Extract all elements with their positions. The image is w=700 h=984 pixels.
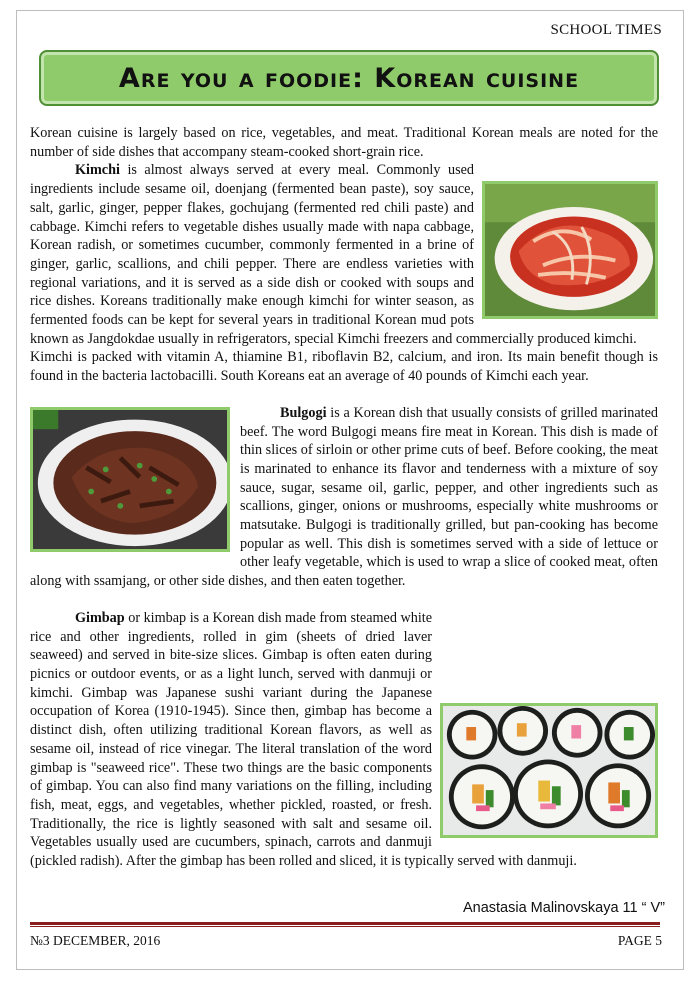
footer-rule — [30, 922, 660, 925]
publication-name: SCHOOL TIMES — [550, 22, 662, 38]
gimbap-term: Gimbap — [75, 609, 125, 626]
kimchi-image-icon — [485, 184, 655, 316]
bulgogi-term: Bulgogi — [280, 404, 327, 421]
issue-date: №3 DECEMBER, 2016 — [30, 933, 161, 948]
gimbap-paragraph — [30, 609, 658, 871]
kimchi-text: is almost always served at every meal. Commonly used ingredients include sesame oil, doenjang (fermented bean paste), soy sauce, salt, garlic, ginger, pepper flakes, gochujang (fermented red chili paste) and cabbage. Kimchi refers to vegetable dishes usually made with napa cabbage, Korean radish, or sometimes cucumber, commonly fermented in a brine of ginger, garlic, scallions, and chili pepper. There are endless varieties with regional variations, and it is served as a side dish or cooked with soups and rice dishes. Koreans traditionally make enough kimchi for winter season, as fermented foods can be kept for several years in traditional Korean mud pots known as Jangdokdae usually in refrigerators, special Kimchi freezers and commercially produced kimchi. — [30, 162, 637, 347]
gimbap-text: or kimbap is a Korean dish made from steamed white rice and other ingredients, rolled in gim (sheets of dried laver seaweed) and served in bite-size slices. Gimbap is often eaten during picnics or outdoor events, or as a light lunch, served with danmuji or kimchi. Gimbap was Japanese sushi variant during the Japanese occupation of Korea (1910-1945). Since then, gimbap has become a distinct dish, often utilizing traditional Korean flavors, as well as sesame oil, instead of rice vinegar. The literal translation of the word gimbap is "seaweed rice". These two things are the basic components of gimbap. You can also find many variations on the filling, including fish, meat, eggs, and vegetables, whether pickled, roasted, or fresh. Traditionally, the rice is lightly seasoned with salt and sesame oil. Vegetables usually used are cucumbers, spinach, carrots and danmuji (pickled radish). After the gimbap has been rolled and sliced, it is typically served with danmuji. — [30, 609, 577, 870]
article-body — [30, 124, 658, 871]
kimchi-term: Kimchi — [75, 162, 120, 179]
title-banner — [39, 50, 659, 106]
article-title: Are you a foodie: Korean cuisine — [118, 62, 580, 94]
kimchi-paragraph — [30, 161, 658, 348]
bulgogi-image-icon — [33, 410, 227, 549]
bulgogi-photo — [30, 407, 230, 552]
intro-paragraph: Korean cuisine is largely based on rice, vegetables, and meat. Traditional Korean meals are noted for the number of side dishes that accompany steam-cooked short-grain rice. — [30, 125, 658, 160]
kimchi-benefits-paragraph: Kimchi is packed with vitamin A, thiamine B1, riboflavin B2, calcium, and iron. Its main benefit though is found in the bacteria lactobacilli. South Koreans eat an average of 40 pounds of Kimchi each year. — [30, 349, 658, 385]
footer-rule-thin — [30, 926, 660, 927]
bulgogi-text: is a Korean dish that usually consists of grilled marinated beef. The word Bulgogi means fire meat in Korean. This dish is made of thin slices of sirloin or other prime cuts of beef. Before cooking, the meat is marinated to enhance its flavor and tenderness with a mixture of soy sauce, sugar, sesame oil, garlic, pepper, and other ingredients such as scallions, ginger, onions or mushrooms, especially white mushrooms or matsutake. Bulgogi is traditionally grilled, but pan-cooking has become popular as well. This dish is sometimes served with a side of lettuce or other leafy vegetable, which is used to wrap a slice of cooked meat, often along with ssamjang, or other side dishes, and then eaten together. — [30, 404, 658, 590]
spacer — [30, 386, 658, 404]
page-number: PAGE 5 — [617, 933, 662, 948]
kimchi-photo — [482, 181, 658, 319]
gimbap-image-icon — [443, 706, 655, 835]
author-signature: Anastasia Malinovskaya 11 “ V” — [462, 900, 665, 916]
bulgogi-paragraph — [30, 404, 658, 591]
spacer — [30, 591, 658, 609]
gimbap-photo — [440, 703, 658, 838]
